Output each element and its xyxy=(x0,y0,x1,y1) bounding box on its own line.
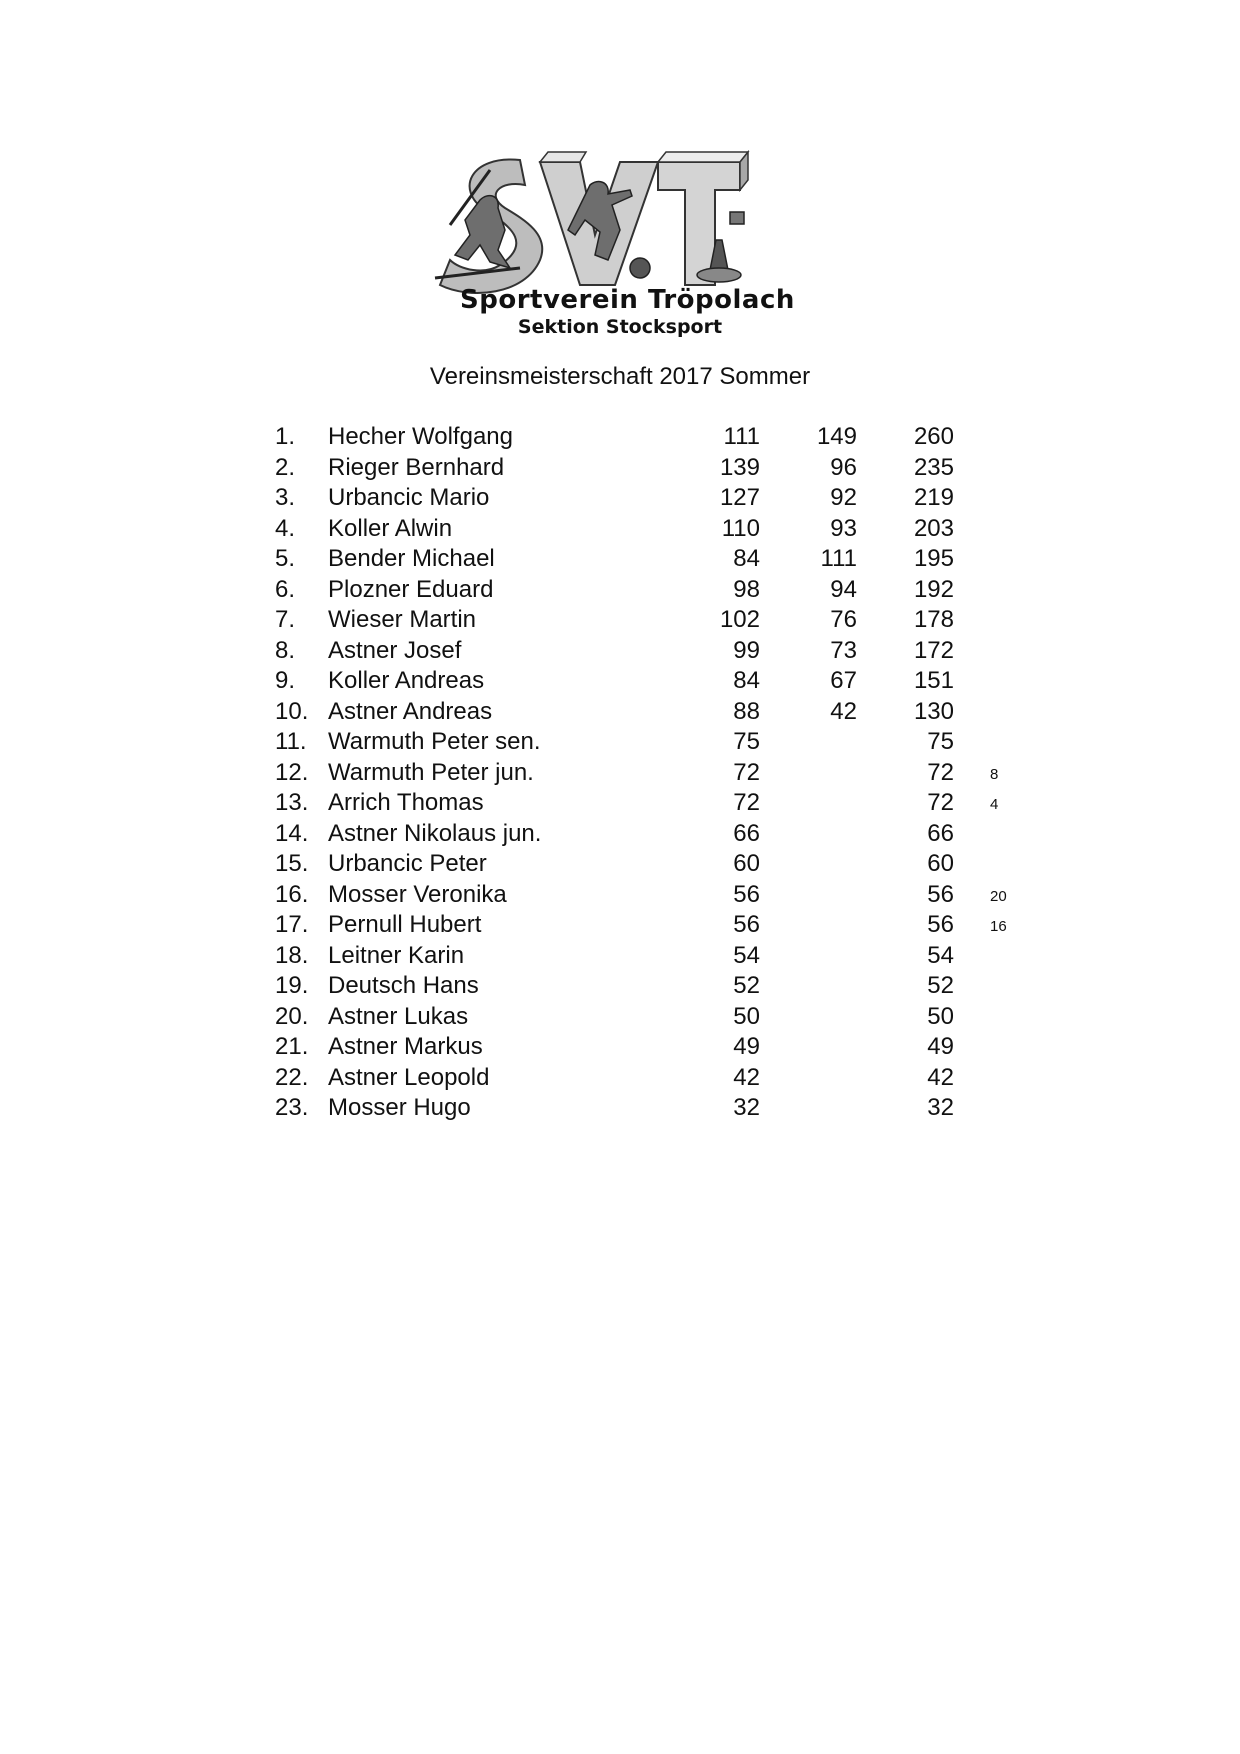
result-name: Pernull Hubert xyxy=(328,911,482,938)
result-rank: 15. xyxy=(275,850,309,877)
result-round-2: 92 xyxy=(830,484,857,511)
result-rank: 19. xyxy=(275,972,309,999)
result-round-2: 111 xyxy=(820,545,857,572)
result-row xyxy=(275,971,1035,1002)
result-rank: 7. xyxy=(275,606,296,633)
result-total: 75 xyxy=(927,728,954,755)
logo-club-name: Sportverein Tröpolach xyxy=(460,285,795,315)
result-row xyxy=(275,819,1035,850)
result-rank: 14. xyxy=(275,819,309,847)
result-name: Warmuth Peter sen. xyxy=(328,728,541,755)
result-row xyxy=(275,636,1035,667)
result-name: Astner Markus xyxy=(328,1033,483,1060)
result-row xyxy=(275,758,1035,789)
result-row xyxy=(275,1093,1035,1124)
result-row xyxy=(275,666,1035,697)
result-round-1: 72 xyxy=(733,789,760,816)
result-round-1: 49 xyxy=(733,1033,760,1060)
result-name: Astner Lukas xyxy=(328,1002,469,1030)
result-round-1: 139 xyxy=(719,453,760,481)
result-name: Mosser Hugo xyxy=(328,1094,471,1121)
result-note: 4 xyxy=(990,796,999,813)
result-rank: 18. xyxy=(275,941,309,969)
result-rank: 8. xyxy=(275,636,296,664)
result-total: 72 xyxy=(927,789,954,816)
result-round-1: 110 xyxy=(721,514,760,542)
result-rank: 1. xyxy=(275,423,296,450)
result-total: 60 xyxy=(927,850,954,877)
result-rank: 5. xyxy=(275,545,296,572)
result-rank: 6. xyxy=(275,575,296,603)
result-row xyxy=(275,727,1035,758)
result-round-2: 42 xyxy=(830,697,857,725)
result-name: Wieser Martin xyxy=(328,606,477,633)
result-rank: 16. xyxy=(275,880,309,908)
result-note: 8 xyxy=(990,765,999,783)
result-name: Astner Josef xyxy=(328,636,462,664)
result-row xyxy=(275,1063,1035,1094)
result-round-1: 84 xyxy=(733,545,760,572)
result-round-1: 99 xyxy=(733,636,760,664)
result-round-2: 73 xyxy=(830,636,857,664)
result-total: 42 xyxy=(927,1063,954,1091)
result-rank: 10. xyxy=(275,697,309,725)
result-round-1: 56 xyxy=(733,911,760,938)
result-row xyxy=(275,483,1035,514)
result-name: Koller Alwin xyxy=(328,514,453,542)
result-round-1: 42 xyxy=(733,1063,760,1091)
result-round-1: 84 xyxy=(733,667,760,694)
result-row xyxy=(275,788,1035,819)
result-rank: 12. xyxy=(275,758,309,786)
result-row xyxy=(275,422,1035,453)
result-total: 54 xyxy=(927,941,954,969)
result-round-1: 75 xyxy=(733,728,760,755)
result-round-1: 127 xyxy=(719,484,760,511)
result-round-1: 88 xyxy=(733,697,760,725)
results-list xyxy=(275,422,1035,1124)
result-rank: 11. xyxy=(275,728,307,755)
result-total: 72 xyxy=(927,758,954,786)
result-name: Urbancic Peter xyxy=(328,850,487,877)
result-name: Hecher Wolfgang xyxy=(328,423,513,450)
result-total: 32 xyxy=(927,1094,954,1121)
result-total: 235 xyxy=(913,453,954,481)
result-total: 172 xyxy=(913,636,954,664)
result-total: 66 xyxy=(927,819,954,847)
result-rank: 2. xyxy=(275,453,296,481)
result-row xyxy=(275,910,1035,941)
result-round-1: 50 xyxy=(733,1002,760,1030)
result-row xyxy=(275,849,1035,880)
result-note: 20 xyxy=(990,887,1007,905)
result-round-1: 60 xyxy=(733,850,760,877)
result-row xyxy=(275,941,1035,972)
result-row xyxy=(275,453,1035,484)
result-name: Arrich Thomas xyxy=(328,789,484,816)
result-name: Urbancic Mario xyxy=(328,484,490,511)
result-round-2: 94 xyxy=(830,575,857,603)
result-total: 178 xyxy=(913,606,954,633)
result-name: Rieger Bernhard xyxy=(328,453,505,481)
result-total: 260 xyxy=(913,423,954,450)
result-round-2: 76 xyxy=(830,606,857,633)
result-total: 56 xyxy=(927,880,954,908)
result-round-1: 56 xyxy=(733,880,760,908)
result-row xyxy=(275,697,1035,728)
result-rank: 3. xyxy=(275,484,296,511)
result-name: Bender Michael xyxy=(328,545,495,572)
result-row xyxy=(275,575,1035,606)
result-name: Warmuth Peter jun. xyxy=(328,758,534,786)
result-total: 50 xyxy=(927,1002,954,1030)
result-total: 203 xyxy=(913,514,954,542)
result-name: Astner Nikolaus jun. xyxy=(328,819,542,847)
result-total: 49 xyxy=(927,1033,954,1060)
result-total: 195 xyxy=(913,545,954,572)
result-round-1: 72 xyxy=(733,758,760,786)
result-name: Plozner Eduard xyxy=(328,575,494,603)
result-round-1: 32 xyxy=(733,1094,760,1121)
result-row xyxy=(275,1032,1035,1063)
result-rank: 23. xyxy=(275,1094,309,1121)
result-row xyxy=(275,1002,1035,1033)
result-total: 219 xyxy=(913,484,954,511)
result-rank: 13. xyxy=(275,789,309,816)
result-rank: 9. xyxy=(275,667,296,694)
result-rank: 4. xyxy=(275,514,296,542)
result-total: 192 xyxy=(913,575,954,603)
result-note: 16 xyxy=(990,918,1007,935)
result-round-2: 96 xyxy=(830,453,857,481)
result-rank: 17. xyxy=(275,911,309,938)
result-rank: 20. xyxy=(275,1002,309,1030)
result-name: Koller Andreas xyxy=(328,667,485,694)
result-name: Astner Andreas xyxy=(328,697,493,725)
result-round-1: 54 xyxy=(733,941,760,969)
result-total: 52 xyxy=(927,972,954,999)
result-row xyxy=(275,544,1035,575)
result-round-1: 102 xyxy=(719,606,760,633)
result-name: Mosser Veronika xyxy=(328,880,507,908)
page-title: Vereinsmeisterschaft 2017 Sommer xyxy=(429,363,811,390)
result-round-1: 52 xyxy=(733,972,760,999)
result-total: 56 xyxy=(927,911,954,938)
result-name: Leitner Karin xyxy=(328,941,465,969)
result-round-2: 93 xyxy=(830,514,857,542)
result-name: Deutsch Hans xyxy=(328,972,479,999)
result-round-2: 67 xyxy=(830,667,857,694)
result-round-1: 98 xyxy=(733,575,760,603)
result-rank: 21. xyxy=(275,1033,309,1060)
result-round-1: 66 xyxy=(733,819,760,847)
result-rank: 22. xyxy=(275,1063,309,1091)
result-round-1: 111 xyxy=(723,423,760,450)
result-total: 151 xyxy=(913,667,954,694)
club-logo xyxy=(430,150,810,350)
result-total: 130 xyxy=(913,697,954,725)
result-row xyxy=(275,880,1035,911)
logo-section-name: Sektion Stocksport xyxy=(517,316,723,338)
result-name: Astner Leopold xyxy=(328,1063,490,1091)
result-row xyxy=(275,514,1035,545)
result-round-2: 149 xyxy=(816,423,857,450)
result-row xyxy=(275,605,1035,636)
